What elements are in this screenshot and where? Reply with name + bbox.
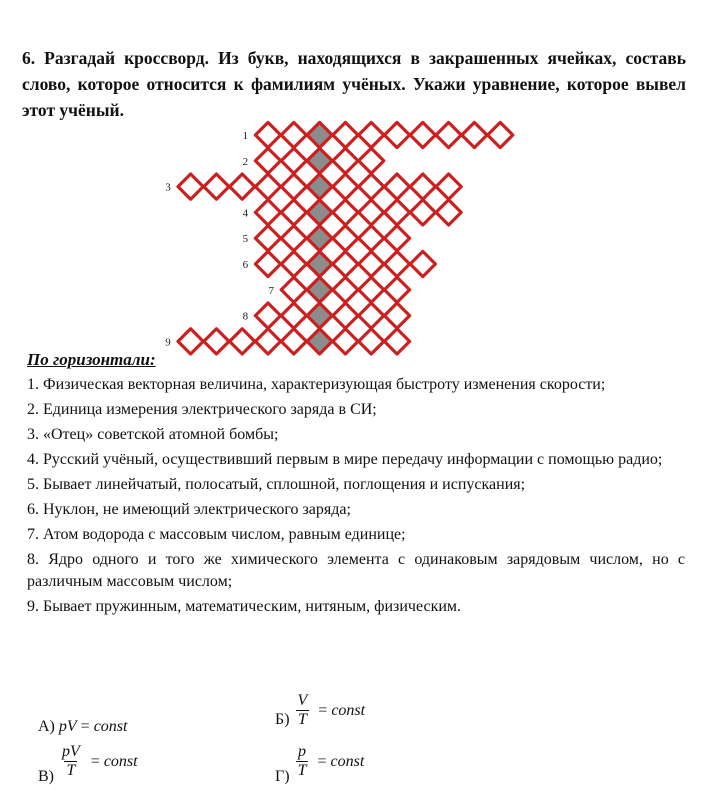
- crossword-cell: [436, 122, 461, 147]
- crossword-cell: [384, 329, 409, 354]
- crossword-cell: [359, 251, 384, 276]
- crossword-cell: [255, 174, 280, 199]
- crossword-cell: [281, 200, 306, 225]
- crossword-row-number: 8: [242, 310, 249, 323]
- crossword-row-number: 2: [242, 155, 249, 168]
- crossword-cell: [410, 200, 435, 225]
- crossword-grid: [165, 118, 510, 358]
- crossword-cell: [333, 200, 358, 225]
- clue-7: 7. Атом водорода с массовым числом, равным единице;: [27, 526, 406, 543]
- crossword-cell: [333, 226, 358, 251]
- answer-b-denominator: T: [297, 711, 307, 728]
- crossword-highlight-cell: [307, 303, 332, 328]
- clue-9: 9. Бывает пружинным, математическим, нитяным, физическим.: [27, 598, 462, 615]
- answer-option-c: [38, 743, 138, 785]
- answer-d-label: Г): [275, 768, 290, 785]
- crossword-highlight-cell: [307, 329, 332, 354]
- answer-d-denominator: T: [297, 762, 307, 779]
- crossword-cell: [333, 148, 358, 173]
- crossword-row-number: 3: [165, 181, 171, 194]
- clue-8: 8. Ядро одного и того же химического элемента с одинаковым зарядовым числом, но с различным массовым числом;: [27, 551, 685, 590]
- crossword-cell: [410, 251, 435, 276]
- crossword-cell: [384, 174, 409, 199]
- clues-list: [27, 374, 685, 621]
- crossword-cell: [333, 329, 358, 354]
- crossword-cell: [333, 251, 358, 276]
- crossword-cell: [359, 148, 384, 173]
- crossword-cell: [462, 122, 487, 147]
- crossword-cell: [359, 122, 384, 147]
- answer-d-rhs: const: [330, 752, 365, 770]
- answer-a-eq: =: [80, 718, 90, 735]
- crossword-cell: [204, 174, 229, 199]
- crossword-cell: [281, 251, 306, 276]
- crossword-highlight-cell: [307, 251, 332, 276]
- crossword-cell: [333, 174, 358, 199]
- crossword-highlight-cell: [307, 122, 332, 147]
- crossword-cell: [255, 329, 280, 354]
- crossword-cell: [488, 122, 513, 147]
- crossword-cell: [281, 122, 306, 147]
- crossword-cell: [178, 174, 203, 199]
- crossword-cell: [255, 122, 280, 147]
- answer-a-rhs: const: [93, 718, 128, 735]
- answer-c-fraction: [60, 743, 82, 780]
- crossword-cell: [384, 226, 409, 251]
- clues-section-title: По горизонтали:: [27, 350, 156, 369]
- answer-option-a: [38, 718, 127, 736]
- answer-option-d: [275, 743, 365, 785]
- crossword-cell: [410, 174, 435, 199]
- clue-1: 1. Физическая векторная величина, характеризующая быстроту изменения скорости;: [27, 376, 606, 393]
- crossword-cell: [333, 303, 358, 328]
- crossword-highlight-cell: [307, 200, 332, 225]
- crossword-cell: [281, 303, 306, 328]
- crossword-cell: [230, 329, 255, 354]
- answer-a-lhs: pV: [58, 718, 77, 735]
- crossword-cell: [255, 200, 280, 225]
- answer-a-label: А): [38, 718, 55, 735]
- answer-b-label: Б): [275, 711, 290, 728]
- clue-2: 2. Единица измерения электрического заряда в СИ;: [27, 401, 377, 418]
- answer-c-eq: =: [90, 752, 100, 770]
- crossword-cell: [384, 122, 409, 147]
- crossword-highlight-cell: [307, 148, 332, 173]
- crossword-cell: [281, 329, 306, 354]
- crossword-cell: [255, 226, 280, 251]
- crossword-cell: [436, 174, 461, 199]
- crossword-cell: [204, 329, 229, 354]
- answer-d-eq: =: [317, 752, 327, 770]
- crossword-row-number: 7: [268, 284, 274, 297]
- crossword-cell: [359, 303, 384, 328]
- crossword-row-number: 5: [242, 233, 249, 246]
- crossword-cell: [333, 277, 358, 302]
- crossword-row-number: 1: [242, 130, 249, 142]
- crossword-cell: [359, 200, 384, 225]
- crossword-cell: [384, 303, 409, 328]
- crossword-highlight-cell: [307, 174, 332, 199]
- crossword-row-number: 6: [242, 259, 249, 271]
- clue-4: 4. Русский учёный, осуществивший первым в мире передачу информации с помощью радио;: [27, 451, 663, 468]
- answer-c-label: В): [38, 768, 54, 785]
- crossword-cell: [281, 226, 306, 251]
- clue-6: 6. Нуклон, не имеющий электрического заряда;: [27, 501, 351, 518]
- task-title: 6. Разгадай кроссворд. Из букв, находящихся в закрашенных ячейках, составь слово, которое относится к фамилиям учёных. Укажи уравнение, которое вывел этот учёный.: [22, 48, 686, 120]
- answer-b-rhs: const: [331, 701, 366, 719]
- crossword-cell: [281, 174, 306, 199]
- crossword-cell: [410, 122, 435, 147]
- crossword-cell: [281, 148, 306, 173]
- clue-3: 3. «Отец» советской атомной бомбы;: [27, 426, 279, 443]
- crossword-cell: [359, 174, 384, 199]
- crossword-cell: [255, 148, 280, 173]
- crossword-cell: [333, 122, 358, 147]
- answer-b-numerator: V: [297, 692, 308, 709]
- crossword-highlight-cell: [307, 277, 332, 302]
- answer-c-rhs: const: [103, 752, 138, 770]
- answer-b-eq: =: [318, 701, 328, 719]
- clue-5: 5. Бывает линейчатый, полосатый, сплошной, поглощения и испускания;: [27, 476, 526, 493]
- crossword-cell: [359, 329, 384, 354]
- crossword-cell: [178, 329, 203, 354]
- answer-c-numerator: pV: [62, 743, 80, 760]
- answer-b-fraction: [296, 692, 310, 729]
- crossword-cell: [384, 251, 409, 276]
- crossword-row-number: 4: [242, 207, 249, 220]
- answer-d-fraction: [296, 743, 309, 780]
- crossword-cell: [230, 174, 255, 199]
- crossword-cell: [436, 200, 461, 225]
- crossword-cell: [281, 277, 306, 302]
- crossword-cell: [384, 200, 409, 225]
- answer-option-b: [275, 692, 365, 729]
- crossword-cell: [384, 277, 409, 302]
- answer-c-denominator: T: [66, 762, 76, 779]
- crossword-row-number: 9: [165, 336, 171, 349]
- crossword-cell: [359, 226, 384, 251]
- crossword-cell: [255, 303, 280, 328]
- crossword-highlight-cell: [307, 226, 332, 251]
- answer-d-numerator: p: [298, 743, 307, 760]
- crossword-cell: [255, 251, 280, 276]
- crossword-cell: [359, 277, 384, 302]
